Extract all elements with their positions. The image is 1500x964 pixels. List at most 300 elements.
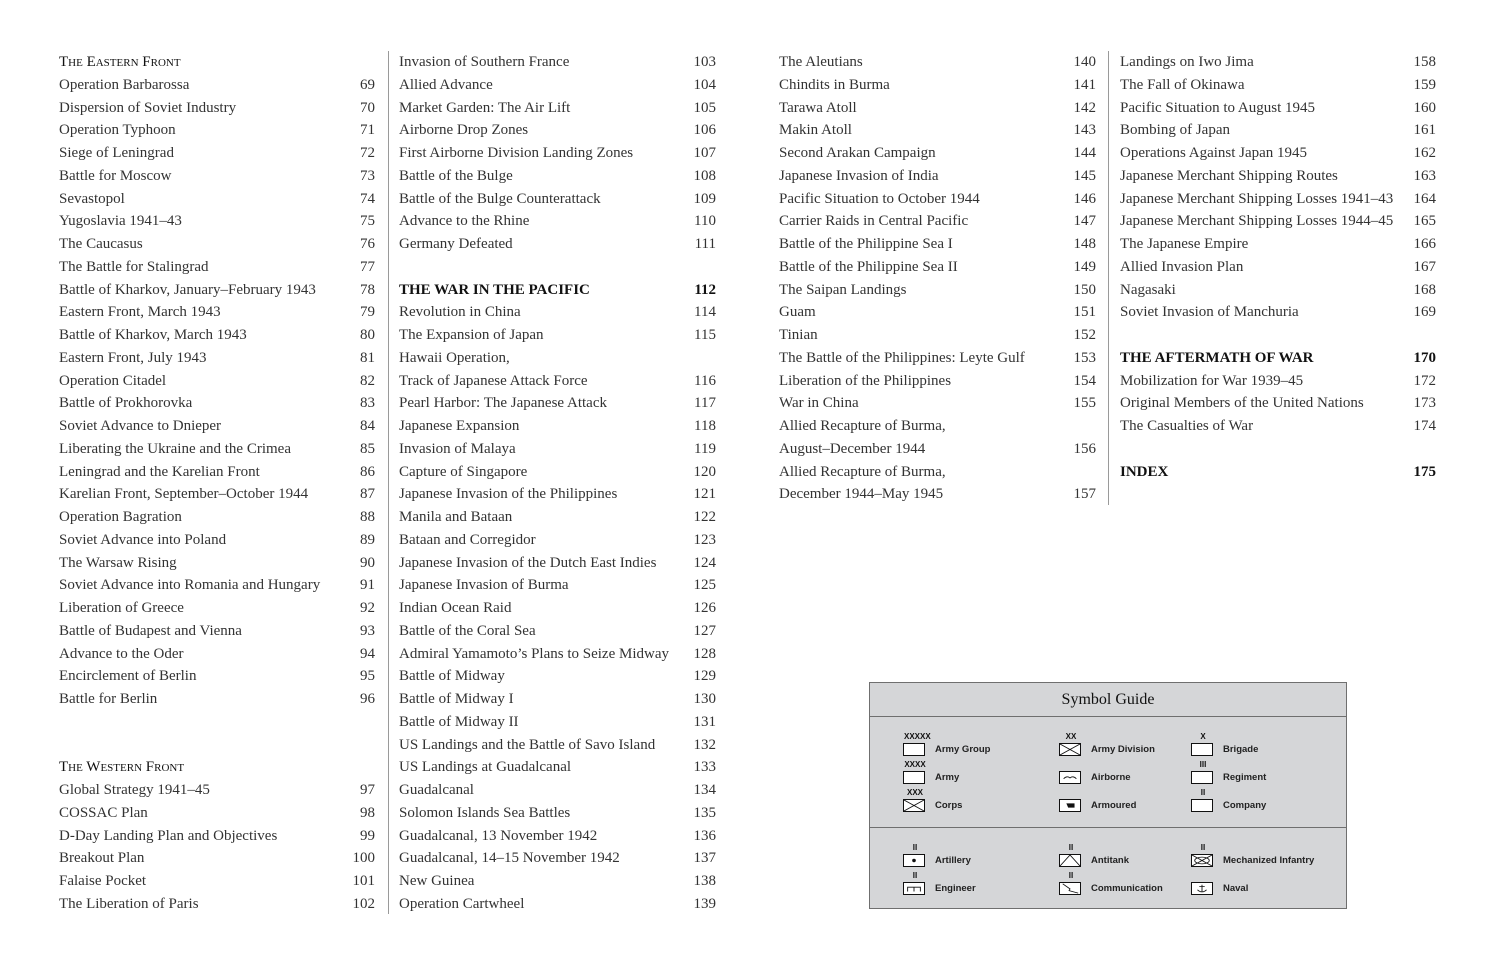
symbol-guide-label: Armoured <box>1091 800 1137 811</box>
blank-unit-icon <box>1191 760 1213 784</box>
toc-entry-title: Soviet Advance into Romania and Hungary <box>59 577 321 594</box>
toc-entry <box>779 119 1096 142</box>
toc-page-number: 83 <box>360 395 375 412</box>
toc-entry <box>399 506 716 529</box>
toc-page-number: 95 <box>360 668 375 685</box>
toc-page-number: 99 <box>360 827 375 844</box>
blank-unit-icon <box>903 760 926 784</box>
toc-entry <box>1120 210 1436 233</box>
symbol-guide-item <box>903 760 960 784</box>
toc-page-number: 81 <box>360 349 375 366</box>
toc-entry-title: Bataan and Corregidor <box>399 531 536 548</box>
toc-page-number: 79 <box>360 304 375 321</box>
toc-entry <box>1120 51 1436 74</box>
symbol-guide-label: Engineer <box>935 883 976 894</box>
toc-entry-title: Advance to the Oder <box>59 645 184 662</box>
toc-page-number: 103 <box>693 54 716 70</box>
toc-entry-title: The Casualties of War <box>1120 418 1254 434</box>
toc-entry <box>399 233 716 256</box>
toc-section-heading <box>1120 347 1436 370</box>
toc-page-number: 72 <box>360 145 375 161</box>
unit-size-marker: II <box>912 843 918 852</box>
toc-entry <box>779 279 1096 302</box>
symbol-guide-item <box>1191 788 1267 812</box>
toc-section-heading <box>59 51 375 74</box>
toc-entry <box>1120 301 1436 324</box>
toc-page-number: 173 <box>1413 395 1436 412</box>
toc-page-number: 157 <box>1073 486 1096 503</box>
toc-page-number: 153 <box>1073 349 1096 366</box>
toc-entry-title: The Warsaw Rising <box>59 554 177 571</box>
toc-entry <box>399 74 716 97</box>
toc-page-number: 118 <box>694 418 716 434</box>
toc-page-number: 138 <box>693 873 716 889</box>
toc-entry <box>59 665 375 688</box>
mech-infantry-icon <box>1191 843 1213 867</box>
toc-entry <box>59 825 375 848</box>
toc-entry <box>779 370 1096 393</box>
toc-page-number: 162 <box>1413 145 1436 161</box>
toc-entry <box>399 574 716 597</box>
toc-entry <box>399 142 716 165</box>
toc-entry-title: The Caucasus <box>59 236 143 252</box>
toc-page-number: 87 <box>360 486 375 503</box>
toc-entry-title: Global Strategy 1941–45 <box>59 782 210 798</box>
symbol-guide-item <box>1059 843 1129 867</box>
toc-page-number: 168 <box>1413 281 1436 298</box>
armour-tread-icon <box>1059 799 1081 812</box>
toc-entry <box>1120 188 1436 211</box>
toc-entry-title: The Battle of the Philippines: Leyte Gulf <box>779 349 1025 366</box>
toc-entry-title: Japanese Invasion of Burma <box>399 577 569 594</box>
toc-entry-title: Advance to the Rhine <box>399 213 530 230</box>
toc-entry-title: Invasion of Malaya <box>399 440 516 457</box>
toc-page-number: 175 <box>1413 463 1436 480</box>
toc-page-number: 102 <box>352 895 375 912</box>
toc-entry <box>1120 415 1436 438</box>
symbol-guide <box>869 682 1347 909</box>
toc-page-number: 166 <box>1413 236 1436 252</box>
toc-entry <box>399 370 716 393</box>
toc-entry-title: Pacific Situation to October 1944 <box>779 190 980 207</box>
symbol-guide-title: Symbol Guide <box>870 683 1346 717</box>
toc-entry-title: Breakout Plan <box>59 850 145 867</box>
toc-entry-title: Hawaii Operation, <box>399 349 510 366</box>
toc-entry-title: Operation Barbarossa <box>59 76 190 93</box>
toc-page-number: 159 <box>1413 76 1436 93</box>
airborne-wing-icon <box>1059 771 1081 784</box>
toc-entry <box>779 97 1096 120</box>
toc-page-number: 115 <box>694 327 716 343</box>
unit-size-marker: II <box>1068 843 1074 852</box>
symbol-guide-label: Regiment <box>1223 772 1267 783</box>
toc-entry <box>59 279 375 302</box>
toc-page-number: 122 <box>693 509 716 525</box>
toc-page-number: 82 <box>360 372 375 389</box>
toc-entry-title: First Airborne Division Landing Zones <box>399 145 634 161</box>
symbol-guide-label: Naval <box>1223 883 1249 894</box>
toc-entry-title: Operation Cartwheel <box>399 895 525 912</box>
toc-entry-title: Soviet Invasion of Manchuria <box>1120 304 1299 321</box>
toc-entry-title: Landings on Iwo Jima <box>1120 54 1254 70</box>
toc-entry-title: Sevastopol <box>59 190 125 207</box>
toc-entry-title: Capture of Singapore <box>399 463 528 480</box>
toc-entry <box>59 210 375 233</box>
toc-entry <box>779 461 1096 484</box>
toc-page-number: 69 <box>360 76 375 93</box>
infantry-cross-icon <box>1059 732 1081 756</box>
toc-entry <box>59 597 375 620</box>
symbol-guide-item <box>1059 732 1155 756</box>
toc-entry-title: Carrier Raids in Central Pacific <box>779 213 969 230</box>
toc-page-number: 139 <box>693 895 716 912</box>
toc-page-number: 136 <box>693 827 716 844</box>
unit-size-marker: X <box>1200 732 1206 741</box>
symbol-guide-divider <box>870 827 1346 828</box>
toc-entry-title: THE AFTERMATH OF WAR <box>1120 349 1314 366</box>
toc-entry-title: Operation Bagration <box>59 509 182 525</box>
toc-entry <box>59 233 375 256</box>
symbol-guide-item <box>1059 771 1131 784</box>
toc-page-number: 84 <box>360 418 375 434</box>
toc-entry-title: December 1944–May 1945 <box>779 486 944 503</box>
toc-page-number: 172 <box>1413 372 1436 389</box>
toc-page-number: 120 <box>693 463 716 480</box>
symbol-guide-label: Company <box>1223 800 1267 811</box>
toc-entry <box>59 643 375 666</box>
toc-entry-title: Revolution in China <box>399 304 521 321</box>
unit-size-marker: II <box>1200 843 1206 852</box>
toc-entry <box>59 893 375 916</box>
toc-page-number: 143 <box>1073 122 1096 139</box>
toc-section-heading <box>1120 461 1436 484</box>
toc-entry-title: Admiral Yamamoto’s Plans to Seize Midway <box>399 645 669 662</box>
toc-entry <box>399 415 716 438</box>
toc-page-number: 86 <box>360 463 375 480</box>
toc-page-number: 165 <box>1413 213 1436 230</box>
toc-entry-title: Makin Atoll <box>779 122 852 139</box>
toc-entry <box>59 688 375 711</box>
toc-entry <box>779 347 1096 370</box>
toc-entry-title: Pearl Harbor: The Japanese Attack <box>399 395 607 412</box>
toc-page-number: 74 <box>360 190 375 207</box>
toc-entry-title: The Battle for Stalingrad <box>59 258 209 275</box>
toc-entry-title: Second Arakan Campaign <box>779 145 936 161</box>
toc-entry-title: INDEX <box>1120 463 1169 480</box>
toc-entry <box>399 119 716 142</box>
toc-entry-title: Japanese Invasion of the Dutch East Indies <box>399 554 657 571</box>
toc-entry <box>399 847 716 870</box>
toc-entry-title: The Aleutians <box>779 54 863 70</box>
toc-entry <box>1120 256 1436 279</box>
toc-page-number: 110 <box>694 213 716 230</box>
toc-entry <box>399 597 716 620</box>
toc-entry-title: Battle for Berlin <box>59 691 158 707</box>
toc-entry-title: Battle of Budapest and Vienna <box>59 622 242 639</box>
toc-page-number: 97 <box>360 782 375 798</box>
toc-entry <box>59 620 375 643</box>
toc-entry <box>1120 142 1436 165</box>
toc-spacer <box>59 711 375 734</box>
unit-size-marker: II <box>1068 871 1074 880</box>
toc-entry-title: Guadalcanal, 13 November 1942 <box>399 827 598 844</box>
toc-entry-title: Track of Japanese Attack Force <box>399 372 588 389</box>
toc-entry-title: Invasion of Southern France <box>399 54 570 70</box>
toc-entry-title: Battle of the Coral Sea <box>399 622 536 639</box>
toc-entry <box>59 415 375 438</box>
toc-entry-title: The Saipan Landings <box>779 281 907 298</box>
toc-page-number: 93 <box>360 622 375 639</box>
symbol-guide-item <box>1059 799 1136 812</box>
symbol-guide-item <box>903 843 971 867</box>
toc-entry-title: Battle of Midway II <box>399 713 519 730</box>
unit-size-marker: II <box>912 871 918 880</box>
toc-entry <box>399 483 716 506</box>
toc-entry-title: D-Day Landing Plan and Objectives <box>59 827 278 844</box>
unit-size-marker: XXX <box>906 788 923 797</box>
toc-page-number: 73 <box>360 167 375 184</box>
toc-entry-title: Soviet Advance into Poland <box>59 531 227 548</box>
toc-page-number: 150 <box>1073 281 1096 298</box>
toc-entry-title: Original Members of the United Nations <box>1120 395 1364 412</box>
toc-page-number: 88 <box>360 509 375 525</box>
toc-page-number: 77 <box>360 258 375 275</box>
symbol-guide-label: Artillery <box>935 855 971 866</box>
toc-page-number: 140 <box>1073 54 1096 70</box>
toc-entry-title: Eastern Front, July 1943 <box>59 349 207 366</box>
toc-entry-title: Liberating the Ukraine and the Crimea <box>59 440 291 457</box>
toc-entry <box>1120 74 1436 97</box>
toc-entry <box>779 438 1096 461</box>
toc-column-2 <box>399 51 716 916</box>
toc-page-number: 116 <box>694 372 716 389</box>
toc-entry-title: Japanese Invasion of India <box>779 167 939 184</box>
toc-entry-title: Liberation of the Philippines <box>779 372 952 389</box>
toc-page-number: 90 <box>360 554 375 571</box>
toc-page-number: 155 <box>1073 395 1096 412</box>
toc-entry-title: Japanese Expansion <box>399 418 520 434</box>
symbol-guide-label: Army <box>935 772 960 783</box>
toc-page-number: 144 <box>1073 145 1096 161</box>
toc-entry <box>59 165 375 188</box>
toc-entry-title: August–December 1944 <box>779 440 926 457</box>
toc-entry <box>779 392 1096 415</box>
toc-page-number: 151 <box>1073 304 1096 321</box>
toc-entry-title: Tarawa Atoll <box>779 99 857 116</box>
toc-entry-title: Operations Against Japan 1945 <box>1120 145 1308 161</box>
blank-unit-icon <box>1191 788 1213 812</box>
toc-spacer <box>399 256 716 279</box>
toc-page-number: 164 <box>1413 190 1436 207</box>
toc-column-3 <box>779 51 1096 506</box>
toc-page-number: 94 <box>360 645 375 662</box>
toc-entry <box>779 188 1096 211</box>
toc-page-number: 154 <box>1073 372 1096 389</box>
toc-entry-title: Germany Defeated <box>399 236 513 252</box>
blank-unit-icon <box>903 732 931 756</box>
toc-column-1 <box>59 51 375 916</box>
toc-entry <box>399 188 716 211</box>
toc-page-number: 107 <box>693 145 716 161</box>
toc-column-4 <box>1120 51 1436 483</box>
toc-entry <box>59 97 375 120</box>
toc-entry-title: Allied Recapture of Burma, <box>779 463 946 480</box>
toc-entry <box>399 643 716 666</box>
toc-page-number: 148 <box>1073 236 1096 252</box>
toc-page-number: 126 <box>693 600 716 616</box>
toc-entry-title: Leningrad and the Karelian Front <box>59 463 260 480</box>
toc-entry <box>399 552 716 575</box>
toc-entry <box>59 802 375 825</box>
toc-page-number: 104 <box>693 76 716 93</box>
toc-entry <box>399 461 716 484</box>
toc-entry <box>399 324 716 347</box>
toc-entry <box>399 301 716 324</box>
toc-entry-title: Tinian <box>779 327 818 343</box>
toc-entry-title: Falaise Pocket <box>59 873 147 889</box>
toc-entry <box>399 529 716 552</box>
toc-entry <box>399 165 716 188</box>
toc-entry <box>779 301 1096 324</box>
toc-page-number: 105 <box>693 99 716 116</box>
toc-page-number: 85 <box>360 440 375 457</box>
toc-page-number: 130 <box>693 691 716 707</box>
toc-page-number: 109 <box>693 190 716 207</box>
infantry-cross-icon <box>903 788 925 812</box>
toc-entry <box>59 483 375 506</box>
toc-entry <box>1120 165 1436 188</box>
toc-entry-title: Dispersion of Soviet Industry <box>59 99 237 116</box>
toc-page-number: 111 <box>694 236 716 252</box>
toc-entry <box>59 347 375 370</box>
communication-bolt-icon <box>1059 871 1081 895</box>
symbol-guide-item <box>1191 843 1315 867</box>
toc-page-number: 167 <box>1413 258 1436 275</box>
toc-entry-title: Operation Typhoon <box>59 122 176 139</box>
toc-page-number: 91 <box>360 577 375 594</box>
toc-page-number: 80 <box>360 327 375 343</box>
toc-entry-title: Mobilization for War 1939–45 <box>1120 372 1304 389</box>
unit-size-marker: II <box>1200 788 1206 797</box>
toc-entry-title: The Japanese Empire <box>1120 236 1249 252</box>
toc-entry-title: Battle of the Bulge Counterattack <box>399 190 601 207</box>
unit-size-marker: XXXXX <box>904 732 931 741</box>
toc-page-number: 89 <box>360 531 375 548</box>
toc-entry <box>779 233 1096 256</box>
toc-page-number: 100 <box>352 850 375 867</box>
symbol-guide-item <box>903 732 991 756</box>
toc-entry <box>399 734 716 757</box>
toc-page-number: 129 <box>693 668 716 685</box>
toc-page-number: 142 <box>1073 99 1096 116</box>
toc-page-number: 117 <box>694 395 716 412</box>
anchor-icon <box>1191 882 1213 895</box>
toc-page-number: 76 <box>360 236 375 252</box>
toc-entry-title: The Eastern Front <box>59 54 181 70</box>
toc-entry <box>1120 279 1436 302</box>
symbol-guide-item <box>1059 871 1163 895</box>
toc-entry-title: Battle for Moscow <box>59 167 172 184</box>
toc-entry <box>399 893 716 916</box>
toc-page-number: 127 <box>693 622 716 639</box>
toc-entry-title: Japanese Merchant Shipping Losses 1944–45 <box>1120 213 1394 230</box>
toc-page-number: 133 <box>693 759 716 776</box>
toc-entry-title: Japanese Merchant Shipping Routes <box>1120 167 1338 184</box>
column-divider <box>388 51 389 914</box>
toc-page-number: 146 <box>1073 190 1096 207</box>
toc-entry <box>59 847 375 870</box>
toc-entry <box>59 506 375 529</box>
toc-entry-title: Battle of Midway <box>399 668 505 685</box>
toc-section-heading <box>59 756 375 779</box>
toc-entry-title: Karelian Front, September–October 1944 <box>59 486 309 503</box>
symbol-guide-label: Communication <box>1091 883 1163 894</box>
toc-spacer <box>1120 324 1436 347</box>
engineer-bracket-icon <box>903 871 925 895</box>
toc-entry <box>59 370 375 393</box>
toc-entry <box>59 119 375 142</box>
toc-entry-title: Japanese Merchant Shipping Losses 1941–43 <box>1120 190 1394 207</box>
toc-page-number: 174 <box>1413 418 1436 434</box>
toc-entry <box>1120 97 1436 120</box>
toc-section-heading <box>399 279 716 302</box>
toc-entry <box>399 620 716 643</box>
toc-entry-title: Liberation of Greece <box>59 600 184 616</box>
toc-entry <box>1120 119 1436 142</box>
toc-page-number: 75 <box>360 213 375 230</box>
toc-entry-title: Encirclement of Berlin <box>59 668 197 685</box>
toc-page-number: 78 <box>360 281 375 298</box>
symbol-guide-label: Corps <box>935 800 963 811</box>
column-divider <box>1108 51 1109 505</box>
toc-page-number: 98 <box>360 804 375 821</box>
toc-page-number: 141 <box>1073 76 1096 93</box>
toc-page-number: 160 <box>1413 99 1436 116</box>
toc-page-number: 169 <box>1413 304 1436 321</box>
toc-entry-title: THE WAR IN THE PACIFIC <box>399 281 590 298</box>
toc-entry <box>59 870 375 893</box>
toc-entry <box>1120 233 1436 256</box>
symbol-guide-item <box>1191 760 1267 784</box>
toc-entry-title: Battle of Midway I <box>399 691 514 707</box>
toc-entry-title: Manila and Bataan <box>399 509 513 525</box>
toc-entry-title: US Landings at Guadalcanal <box>399 759 572 776</box>
toc-entry-title: The Liberation of Paris <box>59 895 199 912</box>
toc-entry-title: Eastern Front, March 1943 <box>59 304 221 321</box>
symbol-guide-label: Airborne <box>1091 772 1131 783</box>
toc-page-number: 128 <box>693 645 716 662</box>
toc-entry-title: Siege of Leningrad <box>59 145 174 161</box>
toc-page-number: 132 <box>693 736 716 753</box>
toc-entry-title: Battle of the Philippine Sea I <box>779 236 953 252</box>
toc-entry-title: Yugoslavia 1941–43 <box>59 213 182 230</box>
toc-entry <box>779 74 1096 97</box>
symbol-guide-item <box>903 871 976 895</box>
toc-entry-title: Soviet Advance to Dnieper <box>59 418 222 434</box>
toc-entry-title: Solomon Islands Sea Battles <box>399 804 571 821</box>
toc-page-number: 137 <box>693 850 716 867</box>
unit-size-marker: XXXX <box>904 760 926 769</box>
toc-entry <box>779 51 1096 74</box>
toc-entry <box>1120 392 1436 415</box>
toc-entry <box>399 711 716 734</box>
toc-entry <box>59 142 375 165</box>
symbol-guide-label: Army Group <box>935 744 991 755</box>
toc-entry-title: Battle of Kharkov, March 1943 <box>59 327 247 343</box>
toc-page-number: 114 <box>694 304 716 321</box>
toc-page-number: 123 <box>693 531 716 548</box>
toc-entry <box>399 438 716 461</box>
